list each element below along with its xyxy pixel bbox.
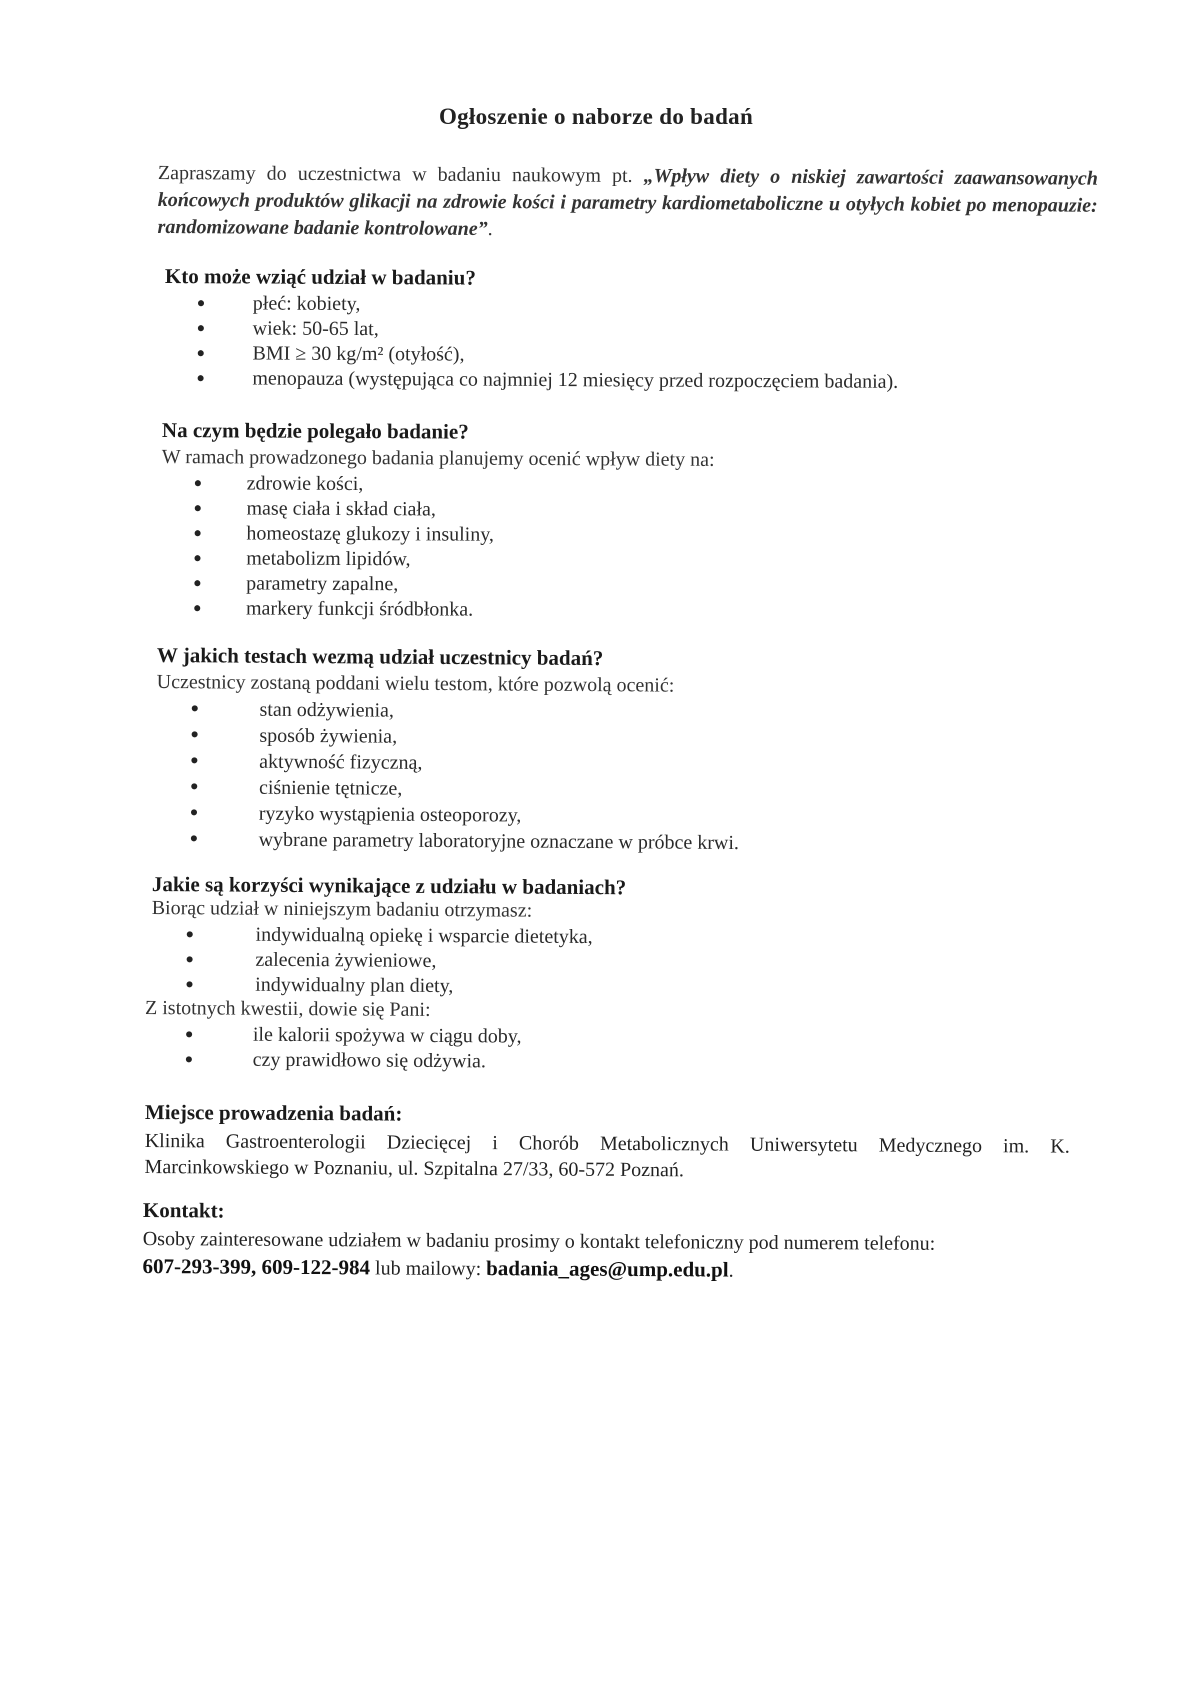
bullet-icon: ● <box>185 977 194 993</box>
list-item: ● zdrowie kości, <box>193 472 364 496</box>
list-item: ● czy prawidłowo się odżywia. <box>184 1048 487 1073</box>
contact-mail-prefix: lub mailowy: <box>369 1257 487 1281</box>
bullet-icon: ● <box>189 805 199 821</box>
study-heading: Na czym będzie polegało badanie? <box>161 418 469 444</box>
list-item: ● ryzyko wystąpienia osteoporozy, <box>156 800 1056 832</box>
study-section <box>161 418 1062 626</box>
list-item: ● wiek: 50-65 lat, <box>196 317 379 341</box>
bullet-icon: ● <box>185 927 195 943</box>
bullet-icon: ● <box>196 346 206 362</box>
contact-intro: Osoby zainteresowane udziałem w badaniu prosimy o kontakt telefoniczny pod numerem telefonu: <box>142 1227 936 1255</box>
list-item: ● zalecenia żywieniowe, <box>185 948 437 972</box>
bullet-icon: ● <box>185 952 194 968</box>
study-lead: W ramach prowadzonego badania planujemy ocenić wpływ diety na: <box>161 445 715 471</box>
list-item: ● parametry zapalne, <box>193 572 399 596</box>
benefits-section <box>144 872 1052 1078</box>
list-item: ● indywidualną opiekę i wsparcie dietetyka, <box>185 923 593 949</box>
bullet-icon: ● <box>196 296 206 312</box>
bullet-icon: ● <box>184 1052 194 1068</box>
bullet-icon: ● <box>189 831 199 847</box>
page-title: Ogłoszenie o naborze do badań <box>438 104 754 129</box>
bullet-icon: ● <box>196 321 206 337</box>
study-title: „Wpływ diety o niskiej zawartości zaawansowanych końcowych produktów glikacji na zdrowie kości i parametry kardiometaboliczne u otyłych kobiet po menopauzie: randomizowane badanie kontrolowane” <box>157 164 1098 241</box>
bullet-icon: ● <box>189 779 199 795</box>
location-heading: Miejsce prowadzenia badań: <box>144 1100 403 1126</box>
list-item: ● homeostazę glukozy i insuliny, <box>193 522 495 546</box>
list-item: ● masę ciała i skład ciała, <box>193 497 436 521</box>
list-item: ● markery funkcji śródbłonka. <box>192 597 474 621</box>
tests-section <box>156 643 1057 858</box>
bullet-icon: ● <box>193 476 203 492</box>
bullet-icon: ● <box>193 576 202 592</box>
list-item: ● sposób żywienia, <box>156 722 1056 754</box>
bullet-icon: ● <box>193 526 202 542</box>
intro-paragraph <box>158 160 1098 247</box>
list-item: ● stan odżywienia, <box>156 696 1056 728</box>
list-item: ● metabolizm lipidów, <box>193 547 411 571</box>
bullet-icon: ● <box>184 1027 194 1043</box>
intro-suffix: . <box>487 218 493 241</box>
contact-end: . <box>728 1259 734 1282</box>
location-text: Klinika Gastroenterologii Dziecięcej i Chorób Metabolicznych Uniwersytetu Medycznego im. K. Marcinkowskiego w Poznaniu, ul. Szpitalna 27/33, 60-572 Poznań. <box>144 1129 1070 1182</box>
bullet-icon: ● <box>190 753 199 769</box>
benefits-lead-2: Z istotnych kwestii, dowie się Pani: <box>144 996 431 1021</box>
bullet-icon: ● <box>192 601 202 617</box>
contact-text <box>142 1226 1032 1286</box>
location-section <box>145 1100 1070 1186</box>
contact-email[interactable]: badania_ages@ump.edu.pl <box>486 1256 729 1282</box>
list-item: ● wybrane parametry laboratoryjne oznaczane w próbce krwi. <box>156 826 1056 858</box>
list-item: ● ile kalorii spożywa w ciągu doby, <box>184 1023 522 1048</box>
list-item: ● BMI ≥ 30 kg/m² (otyłość), <box>196 342 465 366</box>
contact-section <box>142 1198 1032 1286</box>
tests-heading: W jakich testach wezmą udział uczestnicy badań? <box>156 643 604 671</box>
benefits-lead: Biorąc udział w niniejszym badaniu otrzymasz: <box>151 896 533 922</box>
tests-lead: Uczestnicy zostaną poddani wielu testom, które pozwolą ocenić: <box>156 670 675 697</box>
list-item: ● płeć: kobiety, <box>196 292 361 316</box>
bullet-icon: ● <box>190 701 200 717</box>
bullet-icon: ● <box>196 371 205 387</box>
eligibility-section <box>164 264 1065 396</box>
list-item: ● ciśnienie tętnicze, <box>156 774 1056 806</box>
benefits-heading: Jakie są korzyści wynikające z udziału w badaniach? <box>151 872 627 900</box>
contact-heading: Kontakt: <box>142 1198 225 1223</box>
list-item: ● indywidualny plan diety, <box>185 973 454 998</box>
bullet-icon: ● <box>193 551 202 567</box>
bullet-icon: ● <box>190 727 199 743</box>
bullet-icon: ● <box>193 501 203 517</box>
intro-prefix: Zapraszamy do uczestnictwa w badaniu naukowym pt. <box>157 161 644 187</box>
list-item: ● menopauza (występująca co najmniej 12 miesięcy przed rozpoczęciem badania). <box>196 367 899 393</box>
eligibility-heading: Kto może wziąć udział w badaniu? <box>164 264 476 290</box>
list-item: ● aktywność fizyczną, <box>156 748 1056 780</box>
contact-phones: 607-293-399, 609-122-984 <box>142 1253 371 1280</box>
